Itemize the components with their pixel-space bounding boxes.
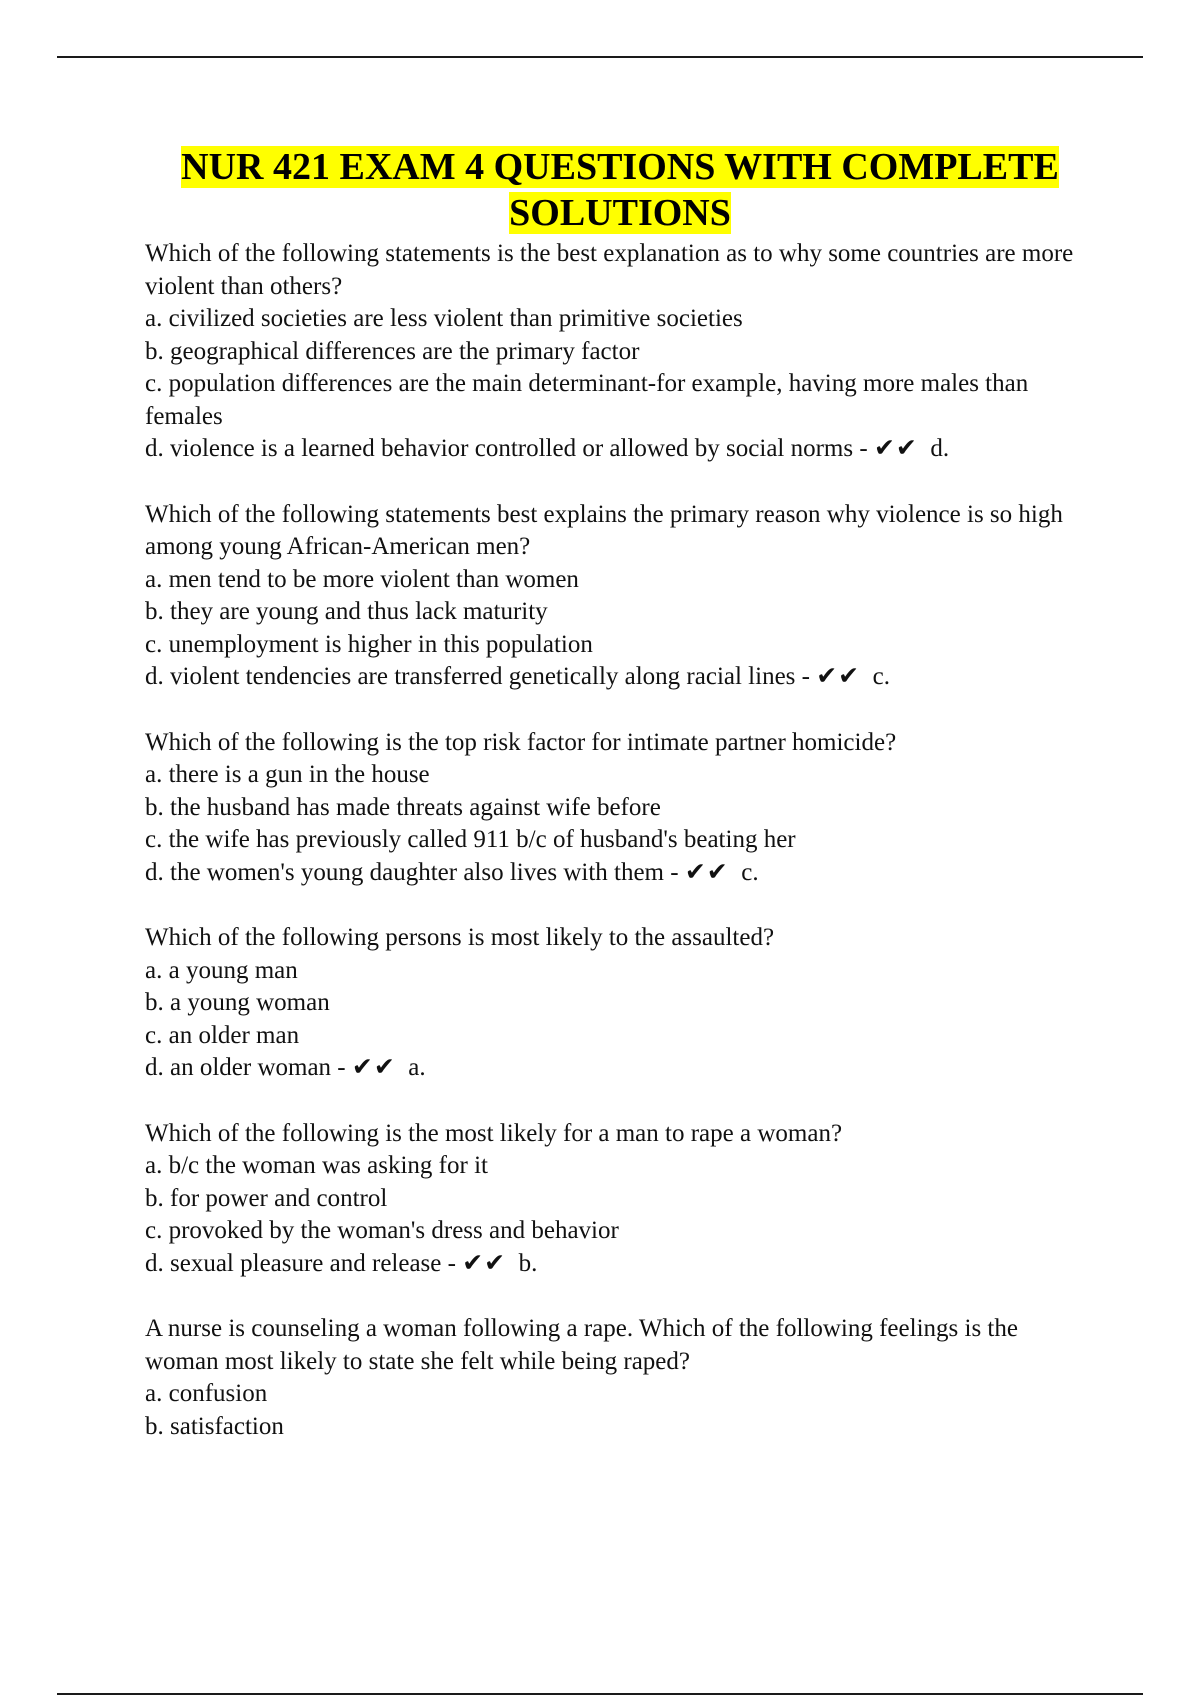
question-text: Which of the following statements is the best explanation as to why some countries are more violent than others? (145, 240, 1074, 300)
option-c: c. provoked by the woman's dress and behavior (145, 1217, 619, 1244)
option-d: d. violent tendencies are transferred genetically along racial lines - (145, 663, 810, 690)
answer: a. (408, 1054, 426, 1081)
question-3 (145, 727, 1095, 890)
check-mark-icon: ✔✔ (873, 435, 918, 462)
option-c: c. unemployment is higher in this population (145, 630, 593, 658)
option-a: a. men tend to be more violent than women (145, 565, 579, 593)
bottom-divider (57, 1693, 1143, 1695)
question-5 (145, 1118, 1095, 1281)
option-b: b. the husband has made threats against wife before (145, 793, 661, 821)
option-d: d. an older woman - (145, 1054, 346, 1081)
option-b: b. they are young and thus lack maturity (145, 598, 548, 625)
question-text: Which of the following statements best explains the primary reason why violence is so high among young African-American men? (145, 500, 1063, 560)
answer: c. (741, 858, 759, 886)
option-d: d. the women's young daughter also lives with them - (145, 858, 679, 886)
option-d: d. violence is a learned behavior controlled or allowed by social norms - (145, 435, 868, 462)
question-1 (145, 238, 1095, 466)
question-text: Which of the following is the top risk factor for intimate partner homicide? (145, 728, 897, 756)
top-divider (57, 56, 1143, 58)
option-b: b. geographical differences are the primary factor (145, 337, 640, 365)
option-c: c. an older man (145, 1021, 300, 1049)
option-b: b. for power and control (145, 1184, 388, 1212)
question-text: Which of the following is the most likely for a man to rape a woman? (145, 1119, 843, 1147)
option-b: b. a young woman (145, 989, 330, 1016)
option-d-line (145, 857, 1095, 890)
option-d: d. sexual pleasure and release - (145, 1249, 456, 1277)
answer: d. (930, 435, 950, 462)
answer: b. (518, 1249, 538, 1277)
option-d-line (145, 433, 1095, 466)
option-d-line (145, 661, 1095, 694)
option-a: a. confusion (145, 1380, 268, 1407)
option-c: c. the wife has previously called 911 b/c of husband's beating her (145, 826, 796, 853)
question-list (145, 238, 1095, 1476)
check-mark-icon: ✔✔ (684, 858, 729, 886)
option-d-line (145, 1248, 1095, 1281)
question-2 (145, 499, 1095, 694)
answer: c. (872, 663, 890, 690)
check-mark-icon: ✔✔ (351, 1054, 396, 1081)
question-text: Which of the following persons is most likely to the assaulted? (145, 924, 775, 951)
option-b: b. satisfaction (145, 1412, 284, 1440)
check-mark-icon: ✔✔ (816, 663, 861, 690)
title-block (140, 144, 1100, 236)
option-d-line (145, 1052, 1095, 1085)
option-a: a. civilized societies are less violent than primitive societies (145, 305, 743, 332)
option-a: a. b/c the woman was asking for it (145, 1152, 488, 1179)
question-6 (145, 1313, 1095, 1443)
check-mark-icon: ✔✔ (462, 1249, 507, 1277)
document-title: NUR 421 EXAM 4 QUESTIONS WITH COMPLETE SOLUTIONS (181, 146, 1059, 234)
question-4 (145, 922, 1095, 1085)
option-a: a. there is a gun in the house (145, 761, 430, 788)
question-text: A nurse is counseling a woman following a rape. Which of the following feelings is the woman most likely to state she felt while being raped? (145, 1315, 1018, 1375)
option-c: c. population differences are the main determinant-for example, having more males than females (145, 370, 1029, 430)
option-a: a. a young man (145, 956, 298, 984)
